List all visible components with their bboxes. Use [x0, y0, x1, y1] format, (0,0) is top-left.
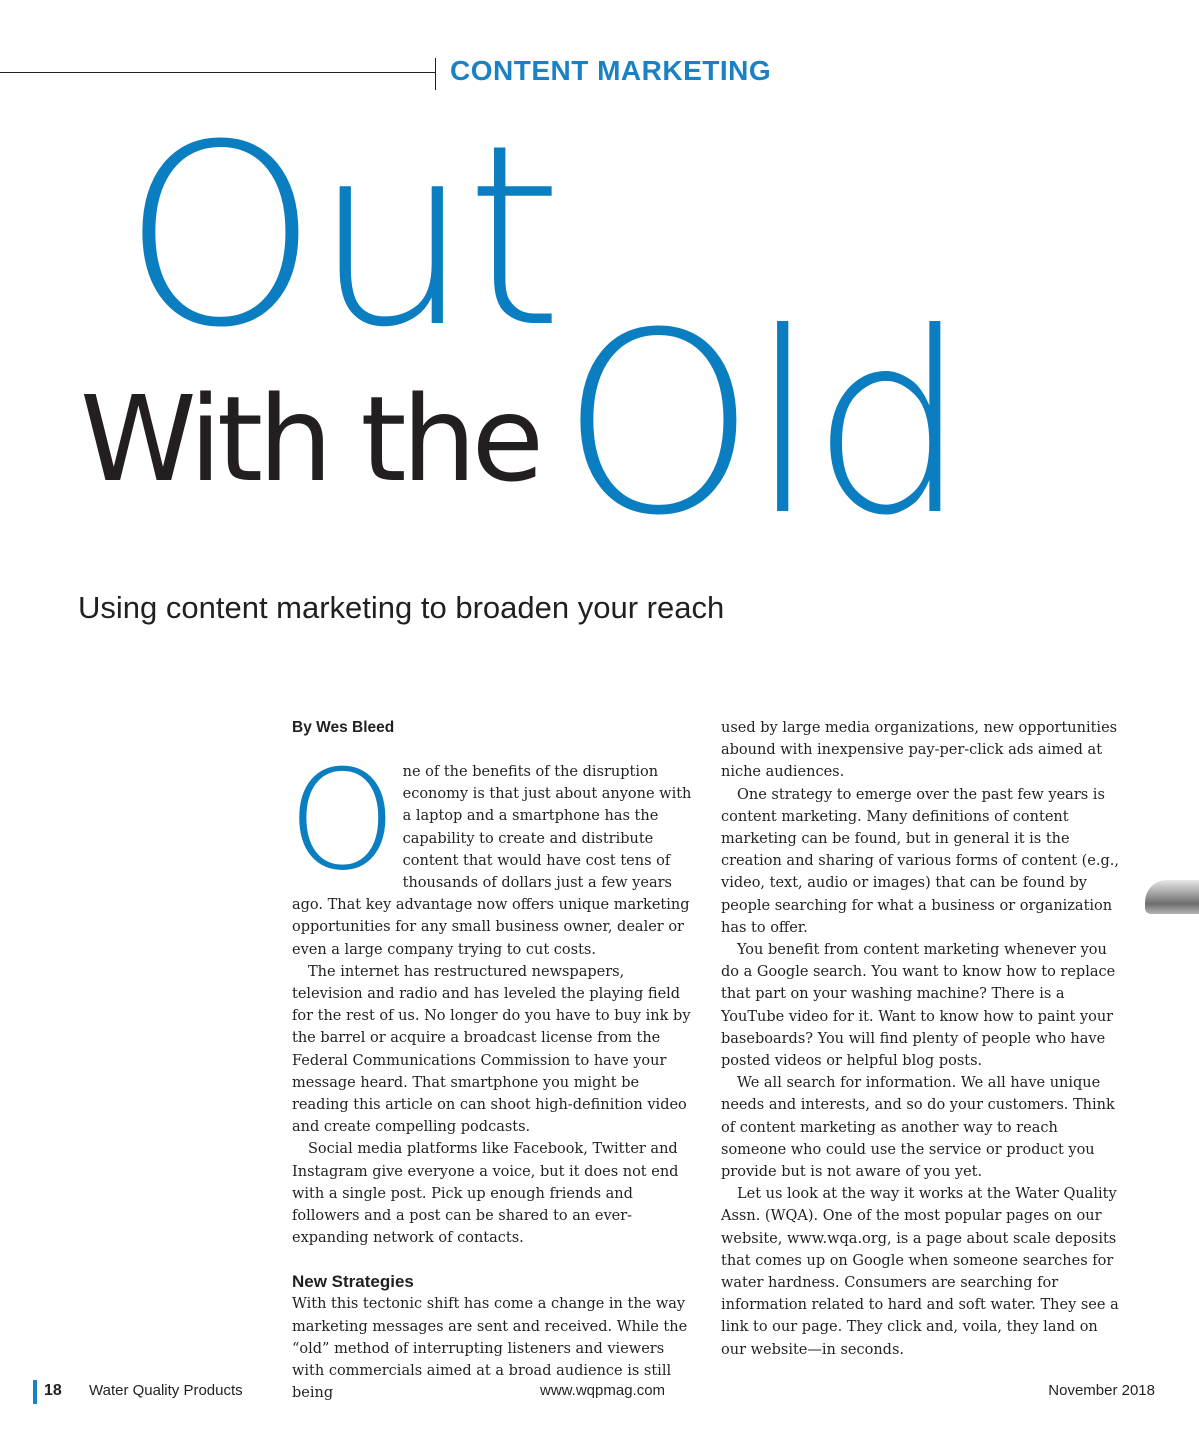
- paragraph: You benefit from content marketing whenever you do a Google search. You want to know how to replace that part on your washing machine? There is a YouTube video for it. Want to know how to paint your baseboards? You will find plenty of people who have posted videos or helpful blog posts.: [721, 942, 1116, 1070]
- paragraph: We all search for information. We all have unique needs and interests, and so do your customers. Think of content marketing as another way to reach someone who could use the service or product you provide but is not aware of you yet.: [721, 1075, 1115, 1181]
- article-column-left: [288, 717, 698, 1404]
- byline: By Wes Bleed: [292, 719, 395, 736]
- subheading: New Strategies: [292, 1272, 414, 1292]
- paragraph: used by large media organizations, new opportunities abound with inexpensive pay-per-click ads aimed at niche audiences.: [721, 720, 1118, 781]
- header-divider: [435, 58, 436, 90]
- title-with-the: With the: [80, 370, 540, 508]
- drop-cap: O: [288, 740, 397, 901]
- paragraph: [288, 740, 698, 961]
- paragraph: Social media platforms like Facebook, Twitter and Instagram give everyone a voice, but it does not end with a single post. Pick up enough friends and followers and a post can be shared to an ever-expanding network of contacts.: [292, 1141, 679, 1247]
- publication-url: www.wqpmag.com: [540, 1382, 666, 1399]
- subtitle: Using content marketing to broaden your reach: [78, 590, 725, 625]
- paragraph: With this tectonic shift has come a change in the way marketing messages are sent and received. While the “old” method of interrupting listeners and viewers with commercials aimed at a broad audience is still being: [292, 1296, 688, 1402]
- paragraph: The internet has restructured newspapers, television and radio and has leveled the playing field for the rest of us. No longer do you have to buy ink by the barrel or acquire a broadcast license from the Federal Communications Commission to have your message heard. That smartphone you might be reading this article on can shoot high-definition video and create compelling podcasts.: [292, 963, 691, 1136]
- title-out: Out: [122, 91, 558, 382]
- article-column-right: [721, 717, 1127, 1361]
- page-number: 18: [44, 1382, 62, 1399]
- paragraph: One strategy to emerge over the past few years is content marketing. Many definitions of content marketing can be found, but in general it is the creation and sharing of various forms of content (e.g., video, text, audio or images) that can be found by people searching for what a business or organization has to offer.: [721, 786, 1119, 936]
- title-old: Old: [560, 279, 961, 570]
- issue-date: November 2018: [1048, 1382, 1155, 1399]
- page-edge-tab: [1145, 880, 1199, 914]
- section-label: CONTENT MARKETING: [450, 55, 772, 86]
- paragraph: Let us look at the way it works at the Water Quality Assn. (WQA). One of the most popular pages on our website, www.wqa.org, is a page about scale deposits that comes up on Google when someone searches for water hardness. Consumers are searching for information related to hard and soft water. They see a link to our page. They click and, voila, they land on our website—in seconds.: [721, 1186, 1119, 1358]
- paragraph-text: ne of the benefits of the disruption economy is that just about anyone with a laptop and a smartphone has the capability to create and distribute content that would have cost tens of thousands of dollars just a few years ago. That key advantage now offers unique marketing opportunities for any small business owner, dealer or even a large company trying to cut costs.: [292, 764, 692, 958]
- header-rule: [0, 72, 436, 73]
- footer-accent-bar: [33, 1380, 37, 1404]
- publication-name: Water Quality Products: [89, 1382, 243, 1399]
